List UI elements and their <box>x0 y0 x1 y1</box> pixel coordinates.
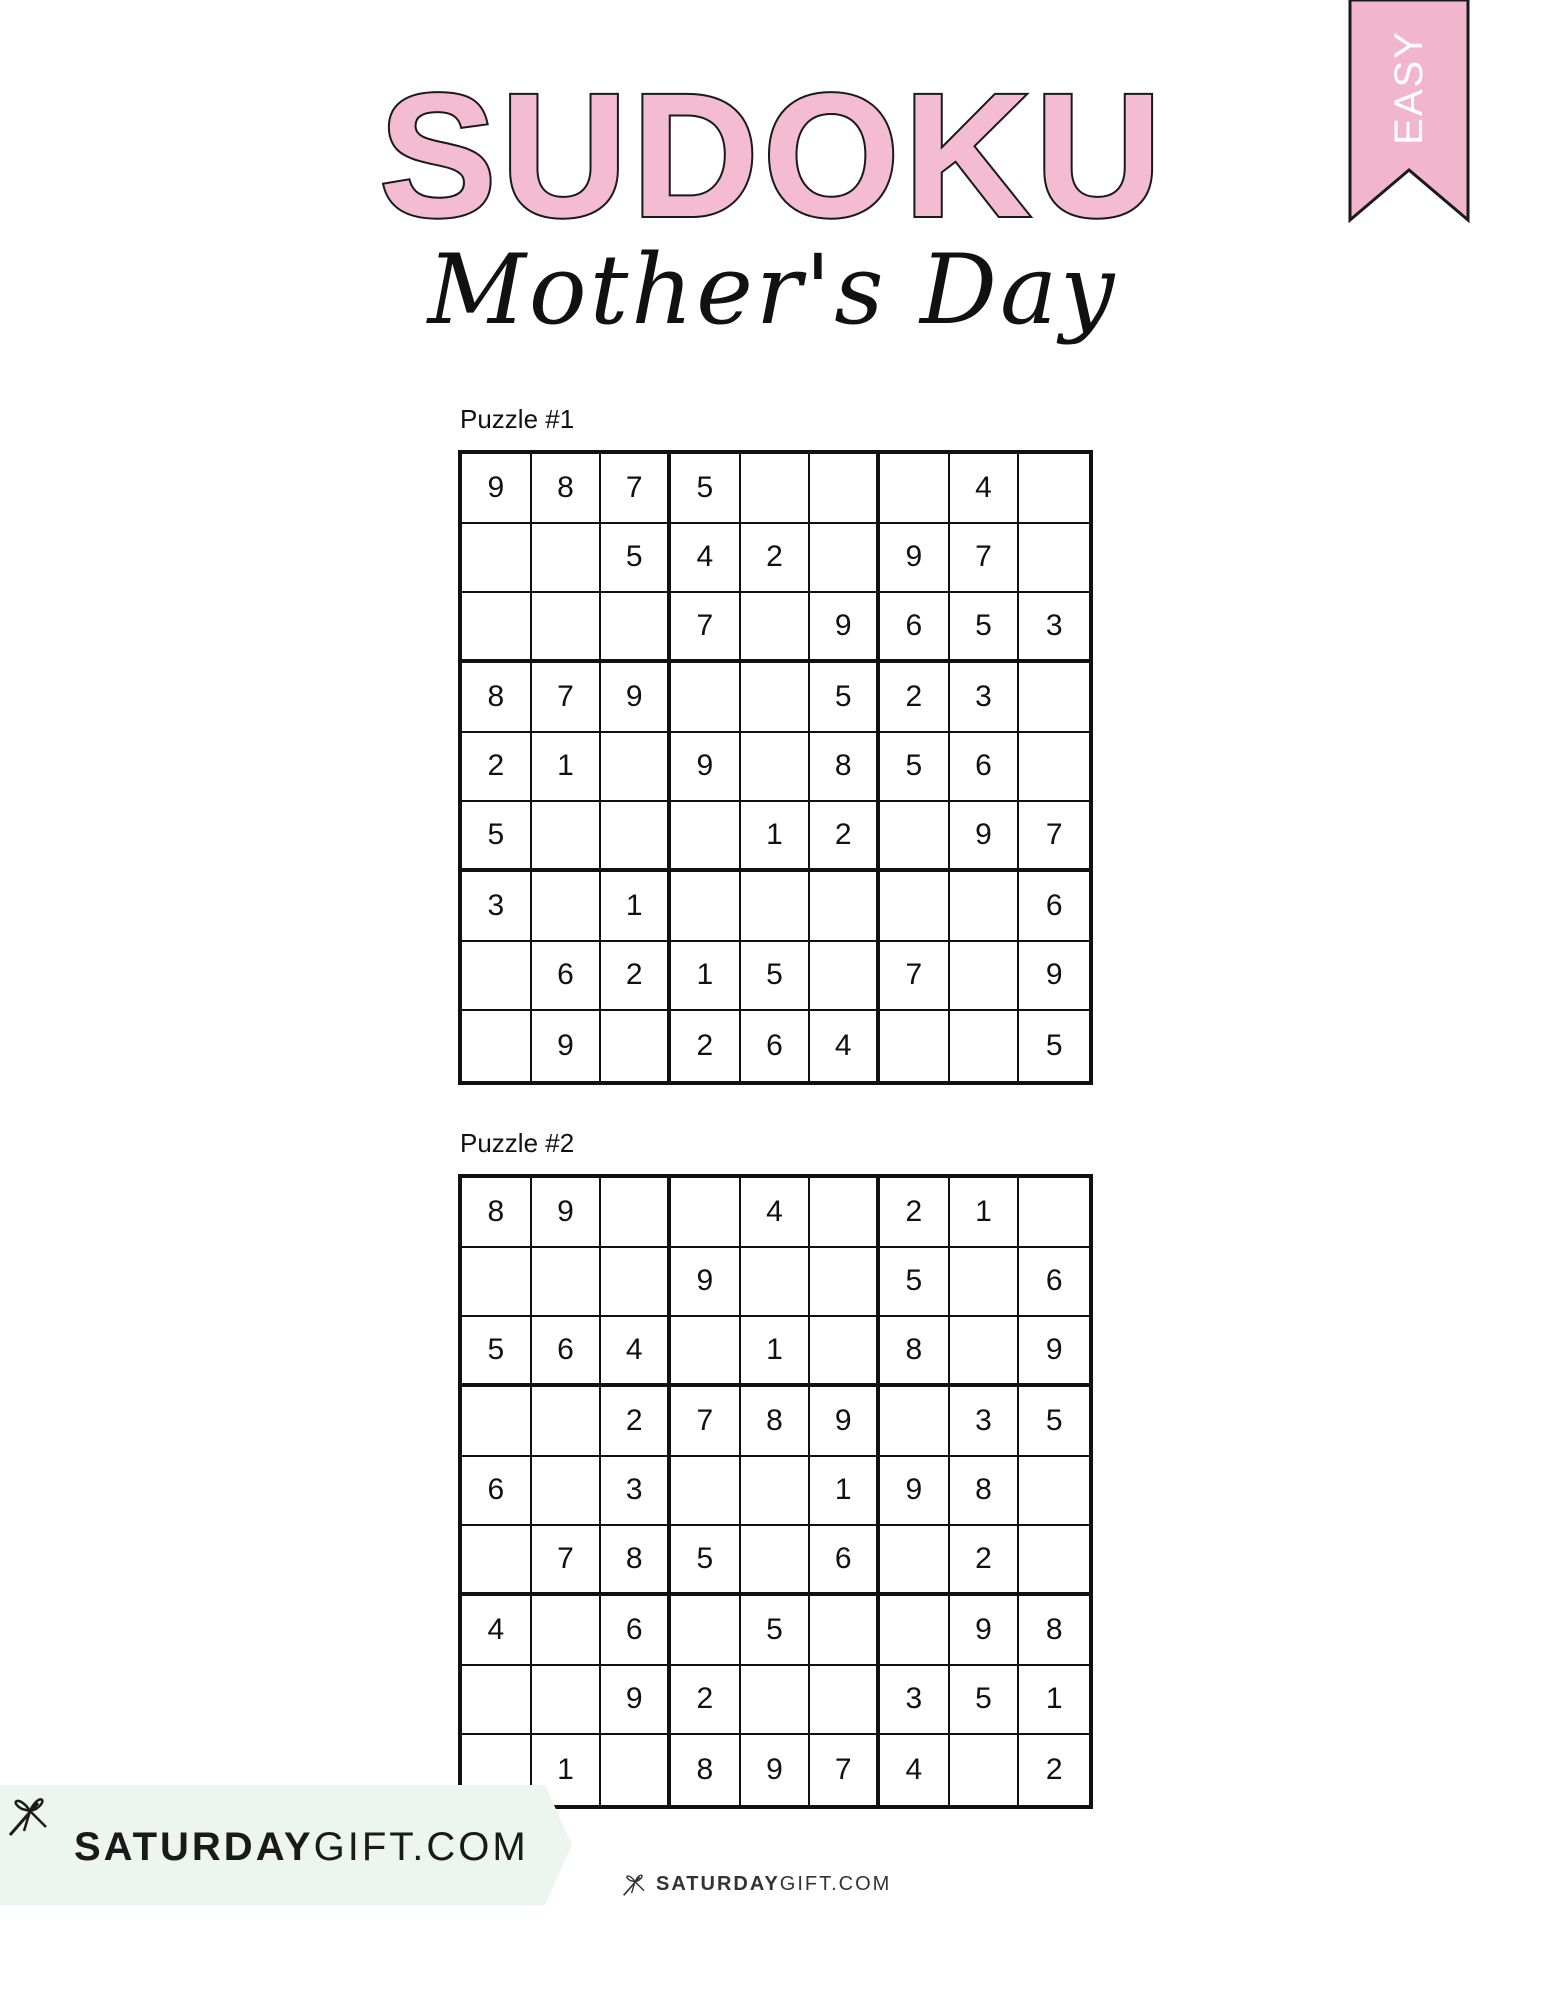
sudoku-cell[interactable]: 7 <box>671 593 741 663</box>
sudoku-cell[interactable]: 9 <box>880 524 950 594</box>
sudoku-cell[interactable] <box>741 1248 811 1318</box>
sudoku-cell[interactable] <box>601 1248 671 1318</box>
sudoku-cell[interactable] <box>671 1178 741 1248</box>
sudoku-cell[interactable] <box>671 872 741 942</box>
sudoku-cell[interactable] <box>741 593 811 663</box>
sudoku-cell[interactable]: 9 <box>532 1178 602 1248</box>
sudoku-cell[interactable]: 1 <box>601 872 671 942</box>
sudoku-cell[interactable]: 1 <box>1019 1666 1089 1736</box>
sudoku-cell[interactable]: 4 <box>671 524 741 594</box>
sudoku-cell[interactable] <box>671 1596 741 1666</box>
sudoku-cell[interactable]: 4 <box>880 1735 950 1805</box>
sudoku-cell[interactable] <box>950 872 1020 942</box>
sudoku-cell[interactable]: 1 <box>532 1735 602 1805</box>
sudoku-cell[interactable] <box>880 802 950 872</box>
sudoku-cell[interactable] <box>950 1248 1020 1318</box>
sudoku-cell[interactable]: 5 <box>950 1666 1020 1736</box>
sudoku-cell[interactable]: 2 <box>671 1666 741 1736</box>
sudoku-cell[interactable]: 6 <box>950 733 1020 803</box>
brand-bold: SATURDAY <box>74 1825 314 1869</box>
sudoku-cell[interactable]: 9 <box>1019 942 1089 1012</box>
sudoku-cell[interactable] <box>810 942 880 1012</box>
sudoku-cell[interactable]: 3 <box>880 1666 950 1736</box>
sudoku-cell[interactable]: 1 <box>950 1178 1020 1248</box>
sudoku-cell[interactable] <box>462 524 532 594</box>
sudoku-grid <box>458 450 1093 1085</box>
difficulty-label: EASY <box>1386 29 1431 145</box>
sudoku-cell[interactable]: 8 <box>462 663 532 733</box>
sudoku-cell[interactable] <box>462 1011 532 1081</box>
sudoku-cell[interactable]: 6 <box>532 942 602 1012</box>
sudoku-cell[interactable]: 4 <box>741 1178 811 1248</box>
sudoku-cell[interactable] <box>810 524 880 594</box>
sudoku-cell[interactable]: 1 <box>810 1457 880 1527</box>
sudoku-cell[interactable] <box>532 872 602 942</box>
sudoku-cell[interactable]: 9 <box>601 1666 671 1736</box>
sudoku-cell[interactable] <box>532 1387 602 1457</box>
sudoku-cell[interactable]: 8 <box>601 1526 671 1596</box>
sudoku-cell[interactable]: 1 <box>741 802 811 872</box>
sudoku-cell[interactable] <box>880 872 950 942</box>
sudoku-cell[interactable]: 3 <box>1019 593 1089 663</box>
sudoku-cell[interactable] <box>741 872 811 942</box>
sudoku-cell[interactable] <box>601 1011 671 1081</box>
sudoku-cell[interactable]: 7 <box>601 454 671 524</box>
sudoku-cell[interactable]: 5 <box>462 802 532 872</box>
sudoku-cell[interactable] <box>810 1596 880 1666</box>
sudoku-cell[interactable]: 6 <box>601 1596 671 1666</box>
sudoku-cell[interactable]: 9 <box>950 1596 1020 1666</box>
sudoku-cell[interactable] <box>741 1666 811 1736</box>
sudoku-cell[interactable] <box>1019 663 1089 733</box>
sudoku-cell[interactable] <box>1019 1457 1089 1527</box>
sudoku-cell[interactable]: 1 <box>741 1317 811 1387</box>
sudoku-cell[interactable] <box>532 1596 602 1666</box>
sudoku-cell[interactable]: 5 <box>462 1317 532 1387</box>
sudoku-cell[interactable]: 7 <box>810 1735 880 1805</box>
sudoku-cell[interactable] <box>532 1248 602 1318</box>
sudoku-cell[interactable]: 2 <box>462 733 532 803</box>
sudoku-cell[interactable]: 5 <box>741 1596 811 1666</box>
sudoku-cell[interactable] <box>1019 733 1089 803</box>
sudoku-cell[interactable]: 6 <box>462 1457 532 1527</box>
gift-bow-icon <box>0 1785 60 1845</box>
sudoku-cell[interactable]: 5 <box>810 663 880 733</box>
sudoku-cell[interactable]: 2 <box>880 663 950 733</box>
sudoku-cell[interactable]: 2 <box>950 1526 1020 1596</box>
sudoku-cell[interactable] <box>671 663 741 733</box>
sudoku-cell[interactable]: 5 <box>950 593 1020 663</box>
sudoku-cell[interactable]: 9 <box>601 663 671 733</box>
puzzle-label: Puzzle #1 <box>460 404 575 434</box>
difficulty-ribbon <box>1348 0 1470 224</box>
footer-brand-text <box>656 1873 891 1896</box>
sudoku-cell[interactable]: 6 <box>810 1526 880 1596</box>
sudoku-cell[interactable]: 9 <box>671 1248 741 1318</box>
sudoku-cell[interactable] <box>810 1248 880 1318</box>
sudoku-cell[interactable] <box>1019 454 1089 524</box>
sudoku-cell[interactable]: 5 <box>880 1248 950 1318</box>
brand-light: GIFT.COM <box>313 1825 529 1869</box>
sudoku-cell[interactable] <box>1019 1526 1089 1596</box>
sudoku-cell[interactable]: 2 <box>741 524 811 594</box>
sudoku-cell[interactable] <box>532 1666 602 1736</box>
sudoku-cell[interactable]: 8 <box>1019 1596 1089 1666</box>
sudoku-cell[interactable]: 6 <box>741 1011 811 1081</box>
sudoku-cell[interactable]: 2 <box>601 942 671 1012</box>
sudoku-cell[interactable]: 6 <box>880 593 950 663</box>
sudoku-cell[interactable] <box>810 1317 880 1387</box>
gift-bow-icon <box>618 1867 652 1901</box>
brand-bold: SATURDAY <box>656 1873 780 1895</box>
sudoku-cell[interactable]: 1 <box>532 733 602 803</box>
sudoku-cell[interactable]: 5 <box>601 524 671 594</box>
sudoku-cell[interactable]: 5 <box>741 942 811 1012</box>
sudoku-cell[interactable] <box>741 663 811 733</box>
sudoku-cell[interactable]: 6 <box>532 1317 602 1387</box>
sudoku-cell[interactable]: 6 <box>1019 872 1089 942</box>
page-subtitle: Mother's Day <box>427 234 1118 346</box>
sudoku-cell[interactable] <box>950 1735 1020 1805</box>
sudoku-cell[interactable]: 7 <box>671 1387 741 1457</box>
page-title: SUDOKU <box>379 58 1166 254</box>
sudoku-cell[interactable]: 9 <box>1019 1317 1089 1387</box>
sudoku-cell[interactable]: 9 <box>462 454 532 524</box>
brand-light: GIFT.COM <box>779 1873 892 1895</box>
sudoku-grid <box>458 1174 1093 1809</box>
watermark-banner <box>0 1785 572 1905</box>
sudoku-cell[interactable] <box>950 942 1020 1012</box>
sudoku-cell[interactable] <box>671 802 741 872</box>
sudoku-cell[interactable] <box>810 454 880 524</box>
sudoku-cell[interactable] <box>880 454 950 524</box>
sudoku-cell[interactable] <box>532 802 602 872</box>
sudoku-cell[interactable]: 2 <box>880 1178 950 1248</box>
sudoku-cell[interactable] <box>462 942 532 1012</box>
sudoku-cell[interactable] <box>741 1457 811 1527</box>
sudoku-cell[interactable] <box>462 1526 532 1596</box>
sudoku-cell[interactable] <box>462 1666 532 1736</box>
sudoku-cell[interactable]: 8 <box>880 1317 950 1387</box>
sudoku-cell[interactable] <box>810 872 880 942</box>
sudoku-cell[interactable] <box>741 454 811 524</box>
sudoku-cell[interactable]: 8 <box>462 1178 532 1248</box>
sudoku-cell[interactable] <box>880 1526 950 1596</box>
sudoku-cell[interactable] <box>601 733 671 803</box>
sudoku-cell[interactable]: 1 <box>671 942 741 1012</box>
sudoku-cell[interactable]: 8 <box>532 454 602 524</box>
sudoku-cell[interactable] <box>671 1457 741 1527</box>
sudoku-cell[interactable]: 2 <box>671 1011 741 1081</box>
sudoku-cell[interactable] <box>1019 524 1089 594</box>
sudoku-cell[interactable] <box>601 1735 671 1805</box>
sudoku-cell[interactable] <box>532 524 602 594</box>
sudoku-cell[interactable]: 5 <box>671 1526 741 1596</box>
sudoku-cell[interactable]: 3 <box>950 663 1020 733</box>
sudoku-cell[interactable]: 8 <box>810 733 880 803</box>
sudoku-cell[interactable]: 2 <box>810 802 880 872</box>
sudoku-cell[interactable]: 9 <box>810 593 880 663</box>
sudoku-cell[interactable] <box>601 802 671 872</box>
sudoku-cell[interactable]: 6 <box>1019 1248 1089 1318</box>
sudoku-cell[interactable]: 3 <box>462 872 532 942</box>
sudoku-cell[interactable] <box>462 593 532 663</box>
sudoku-cell[interactable]: 9 <box>671 733 741 803</box>
sudoku-cell[interactable] <box>880 1387 950 1457</box>
sudoku-cell[interactable] <box>671 1317 741 1387</box>
sudoku-cell[interactable] <box>950 1011 1020 1081</box>
sudoku-cell[interactable]: 7 <box>1019 802 1089 872</box>
sudoku-cell[interactable]: 4 <box>810 1011 880 1081</box>
sudoku-cell[interactable] <box>741 1526 811 1596</box>
sudoku-cell[interactable]: 2 <box>1045 1753 1063 1787</box>
sudoku-cell[interactable]: 3 <box>950 1387 1020 1457</box>
sudoku-cell[interactable]: 7 <box>950 524 1020 594</box>
sudoku-cell[interactable]: 8 <box>741 1387 811 1457</box>
sudoku-cell[interactable] <box>601 593 671 663</box>
sudoku-cell[interactable] <box>741 733 811 803</box>
sudoku-cell[interactable]: 5 <box>1019 1387 1089 1457</box>
sudoku-cell[interactable] <box>532 593 602 663</box>
sudoku-cell[interactable] <box>1019 1178 1089 1248</box>
sudoku-cell[interactable] <box>880 1011 950 1081</box>
sudoku-cell[interactable]: 9 <box>950 802 1020 872</box>
sudoku-cell[interactable] <box>810 1666 880 1736</box>
sudoku-cell[interactable]: 9 <box>532 1011 602 1081</box>
sudoku-cell[interactable] <box>462 1387 532 1457</box>
sudoku-cell[interactable]: 7 <box>532 1526 602 1596</box>
sudoku-cell[interactable] <box>462 1248 532 1318</box>
sudoku-cell[interactable]: 8 <box>671 1735 741 1805</box>
sudoku-cell[interactable]: 4 <box>601 1317 671 1387</box>
sudoku-cell[interactable]: 5 <box>1045 1029 1063 1063</box>
sudoku-cell[interactable] <box>810 1178 880 1248</box>
sudoku-cell[interactable]: 7 <box>532 663 602 733</box>
footer-brand <box>618 1865 938 1905</box>
puzzle-label: Puzzle #2 <box>460 1128 575 1158</box>
sudoku-cell[interactable]: 9 <box>741 1735 811 1805</box>
sudoku-cell[interactable] <box>532 1457 602 1527</box>
sudoku-cell[interactable]: 9 <box>810 1387 880 1457</box>
sudoku-cell[interactable]: 5 <box>880 733 950 803</box>
sudoku-cell[interactable]: 8 <box>950 1457 1020 1527</box>
sudoku-cell[interactable]: 5 <box>671 454 741 524</box>
sudoku-cell[interactable] <box>601 1178 671 1248</box>
sudoku-cell[interactable]: 3 <box>601 1457 671 1527</box>
sudoku-cell[interactable]: 7 <box>880 942 950 1012</box>
sudoku-cell[interactable]: 9 <box>880 1457 950 1527</box>
sudoku-cell[interactable] <box>950 1317 1020 1387</box>
sudoku-cell[interactable]: 2 <box>601 1387 671 1457</box>
sudoku-cell[interactable] <box>880 1596 950 1666</box>
sudoku-cell[interactable]: 4 <box>462 1596 532 1666</box>
watermark-brand <box>74 1825 529 1870</box>
sudoku-cell[interactable]: 4 <box>950 454 1020 524</box>
